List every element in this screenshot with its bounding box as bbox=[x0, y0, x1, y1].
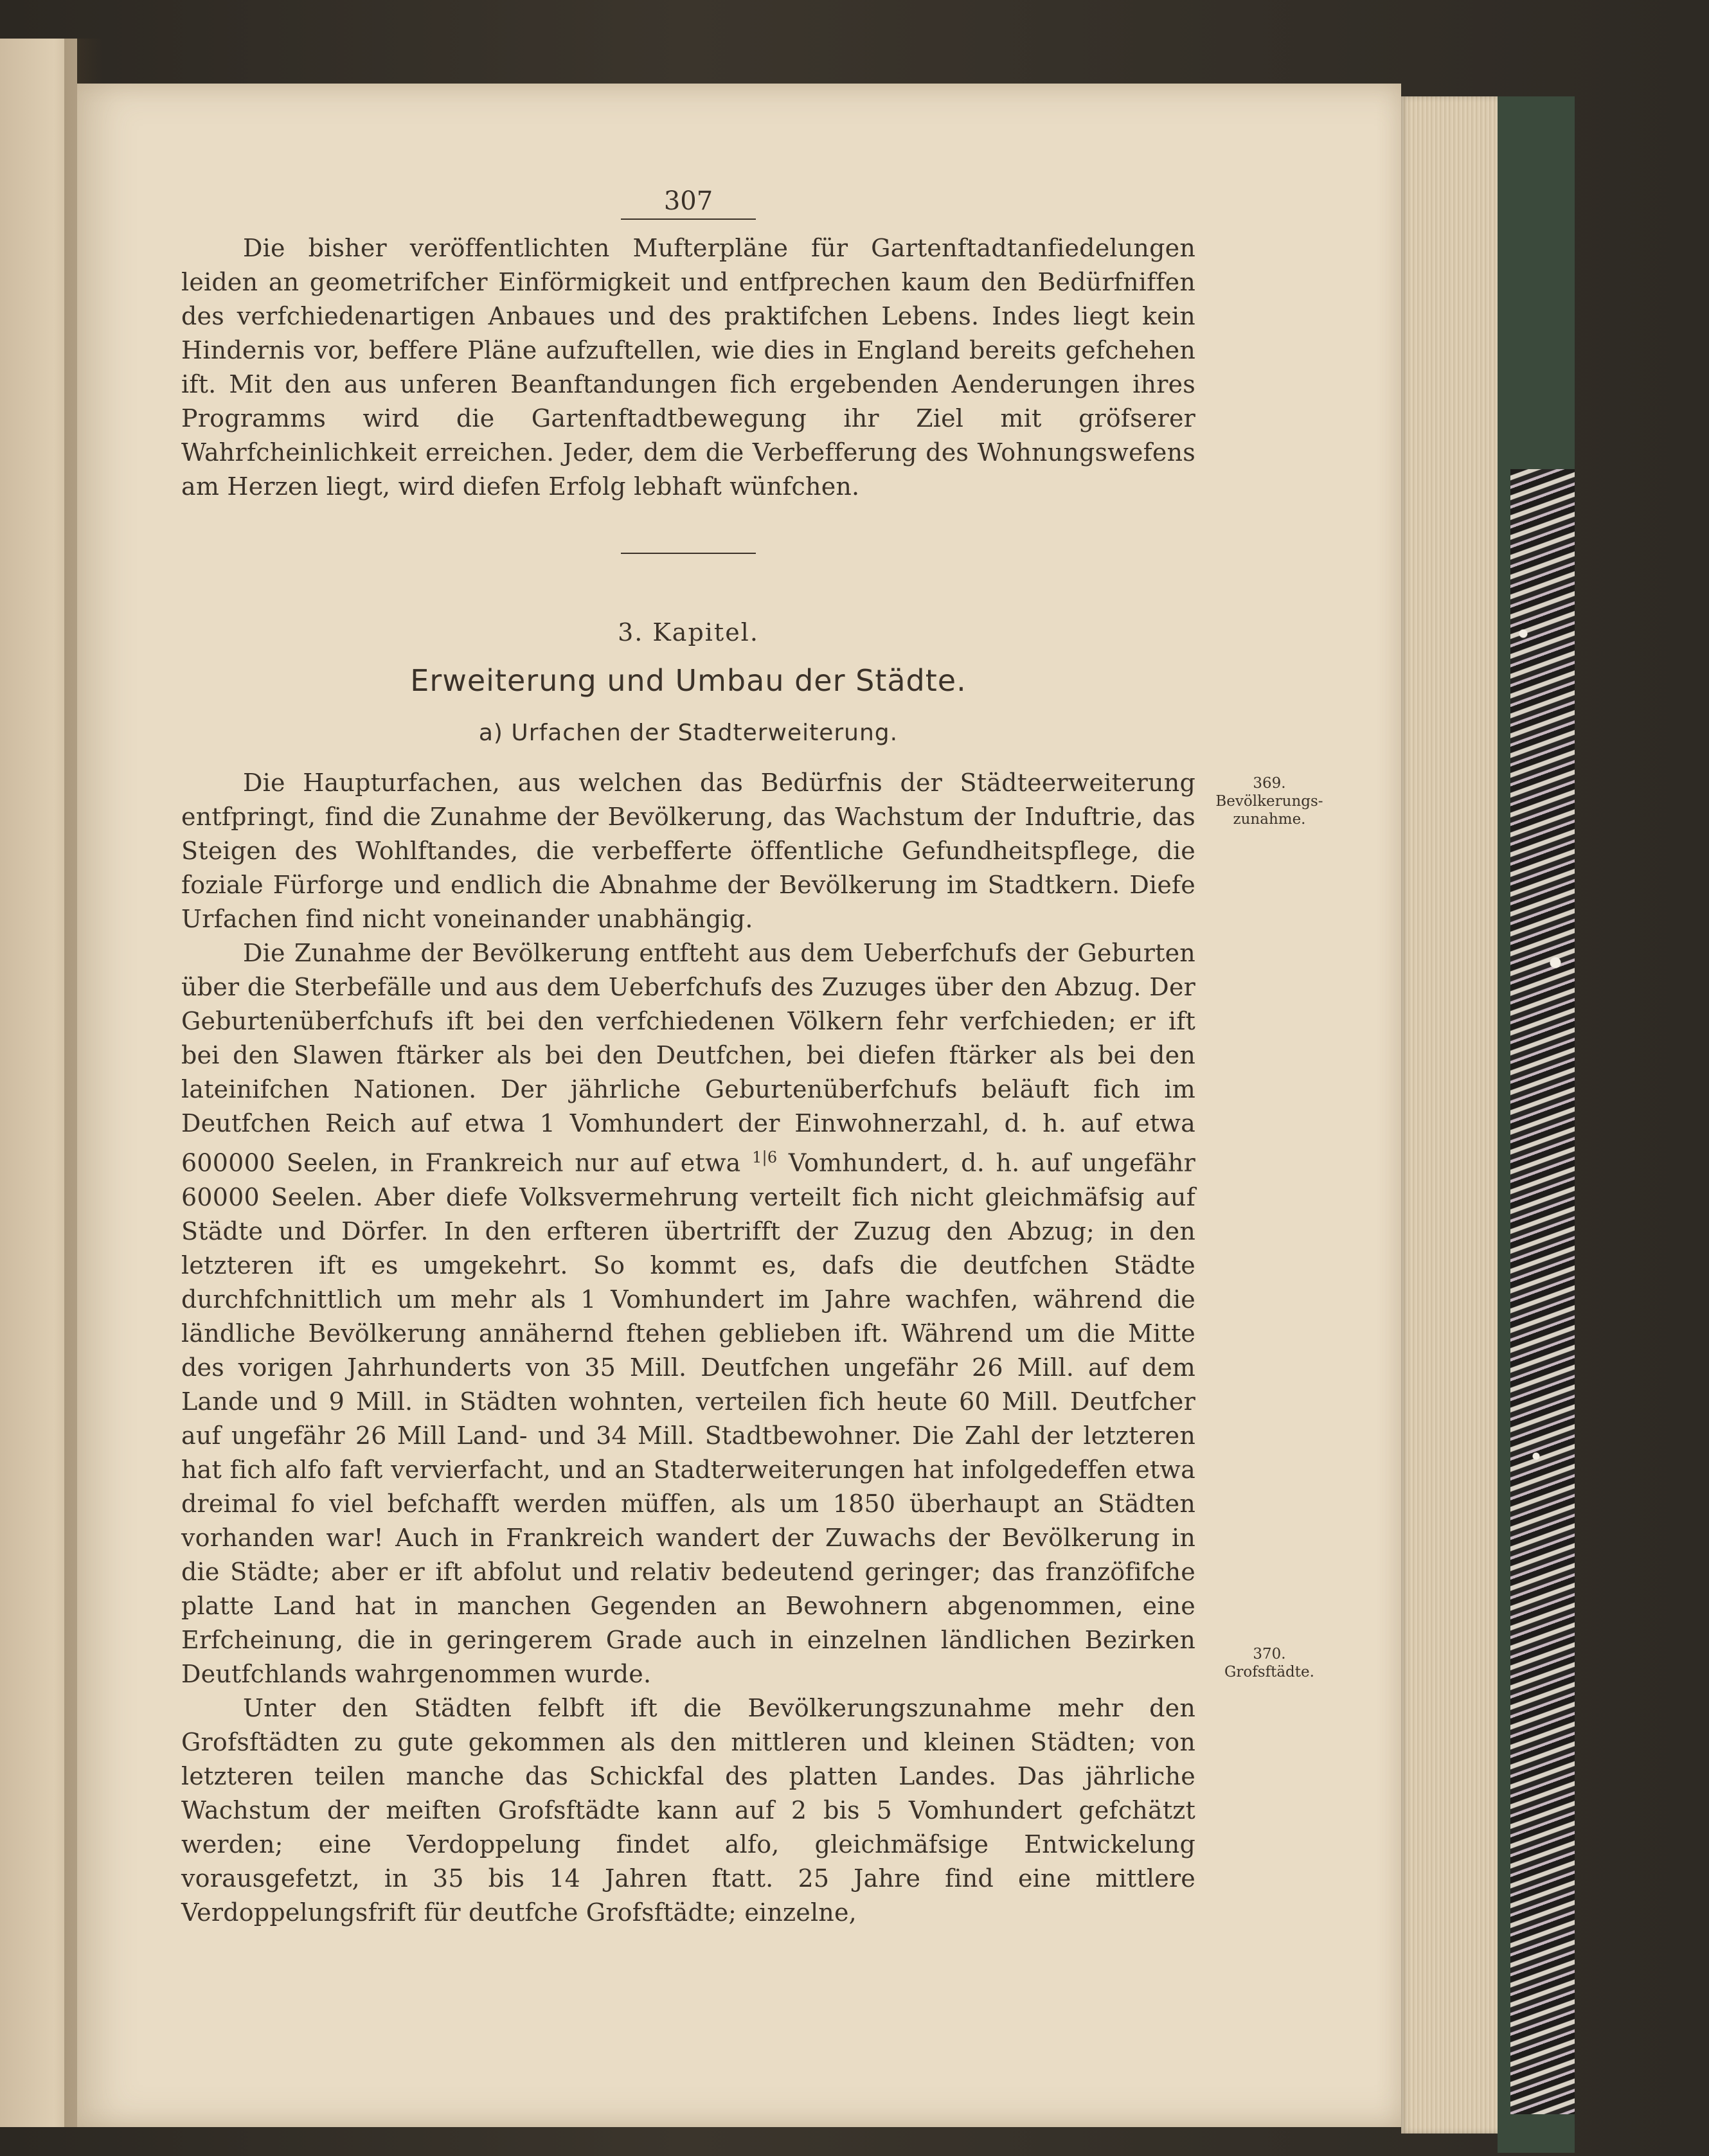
margin-note-label: Bevölkerungs-zunahme. bbox=[1215, 793, 1323, 828]
paragraph-2-part-1: Die Zunahme der Bevölkerung entfteht aus dem Ueberfchufs der Geburten über die Sterbefälle und aus dem Ueberfchufs des Zuzuges über den Abzug. Der Geburtenüberfchufs ift bei den verfchiedenen Völkern fehr verfchieden; er ift bei den Slawen ftärker als bei den Deutfchen, bei diefen ftärker als bei den lateinifchen Nationen. Der jährliche Geburtenüberfchufs beläuft fich im Deutfchen Reich auf etwa 1 Vomhundert der Einwohnerzahl, d. h. auf etwa 600000 Seelen, in Frankreich nur auf etwa bbox=[181, 939, 1195, 1177]
margin-note-370 bbox=[1202, 1645, 1337, 1681]
paragraph-2-part-2: Vomhundert, d. h. auf ungefähr 60000 Seelen. Aber diefe Volksvermehrung verteilt fich nicht gleichmäfsig auf Städte und Dörfer. In den erfteren übertrifft der Zuzug den Abzug; in den letzteren ift es umgekehrt. So kommt es, dafs die deutfchen Städte durchfchnittlich um mehr als 1 Vomhundert im Jahre wachfen, während die ländliche Bevölkerung annähernd ftehen geblieben ift. Während um die Mitte des vorigen Jahrhunderts von 35 Mill. Deutfchen ungefähr 26 Mill. auf dem Lande und 9 Mill. in Städten wohnten, verteilen fich heute 60 Mill. Deutfcher auf ungefähr 26 Mill Land- und 34 Mill. Stadtbewohner. Die Zahl der letzteren hat fich alfo faft vervierfacht, und an Stadterweiterungen hat infolgedeffen etwa dreimal fo viel befchafft werden müffen, als um 1850 überhaupt an Städten vorhanden war! Auch in Frankreich wandert der Zuwachs der Bevölkerung in die Städte; aber er ift abfolut und relativ bedeutend geringer; das franzöfifche platte Land hat in manchen Gegenden an Bewohnern abgenommen, eine Erfcheinung, die in geringerem Grade auch in einzelnen ländlichen Bezirken Deutfchlands wahrgenommen wurde. bbox=[181, 1148, 1196, 1688]
main-text-block bbox=[181, 766, 1195, 1930]
intro-paragraph: Die bisher veröffentlichten Mufterpläne für Gartenftadtanfiedelungen leiden an geometrifcher Einförmigkeit und entfprechen kaum den Bedürfniffen des verfchiedenartigen Anbaues und des praktifchen Lebens. Indes liegt kein Hindernis vor, beffere Pläne aufzuftellen, wie dies in England bereits gefchehen ift. Mit den aus unferen Beanftandungen fich ergebenden Aenderungen ihres Programms wird die Gartenftadtbewegung ihr Ziel mit gröfserer Wahrfcheinlichkeit erreichen. Jeder, dem die Verbefferung des Wohnungswefens am Herzen liegt, wird diefen Erfolg lebhaft wünfchen. bbox=[181, 234, 1195, 501]
paragraph-3: Unter den Städten felbft ift die Bevölkerungszunahme mehr den Grofsftädten zu gute gekommen als den mittleren und kleinen Städten; von letzteren teilen manche das Schickfal des platten Landes. Das jährliche Wachstum der meiften Grofsftädte kann auf 2 bis 5 Vomhundert gefchätzt werden; eine Verdoppelung findet alfo, gleichmäfsige Entwickelung vorausgefetzt, in 35 bis 14 Jahren ftatt. 25 Jahre find eine mittlere Verdoppelungsfrift für deutfche Grofsftädte; einzelne, bbox=[181, 1693, 1195, 1927]
section-title: a) Urfachen der Stadterweiterung. bbox=[478, 720, 899, 746]
section-divider bbox=[621, 553, 756, 554]
page-number: 307 bbox=[621, 186, 756, 220]
margin-note-369 bbox=[1202, 774, 1337, 828]
intro-text-block bbox=[181, 231, 1195, 504]
marbled-cover-edge bbox=[1510, 469, 1575, 2114]
margin-note-label: Grofsftädte. bbox=[1224, 1664, 1314, 1680]
paragraph-1: Die Haupturfachen, aus welchen das Bedürfnis der Städteerweiterung entfpringt, find die Zunahme der Bevölkerung, das Wachstum der Induftrie, das Steigen des Wohlftandes, die verbefferte öffentliche Gefundheitspflege, die foziale Fürforge und endlich die Abnahme der Bevölkerung im Stadtkern. Diefe Urfachen find nicht voneinander unabhängig. bbox=[181, 769, 1195, 933]
margin-note-number: 370. bbox=[1253, 1646, 1286, 1662]
fraction: 1|6 bbox=[752, 1148, 778, 1166]
paragraph-2 bbox=[181, 936, 1195, 1691]
margin-note-number: 369. bbox=[1253, 775, 1286, 792]
chapter-label: 3. Kapitel. bbox=[618, 618, 759, 646]
chapter-title: Erweiterung und Umbau der Städte. bbox=[410, 663, 967, 698]
